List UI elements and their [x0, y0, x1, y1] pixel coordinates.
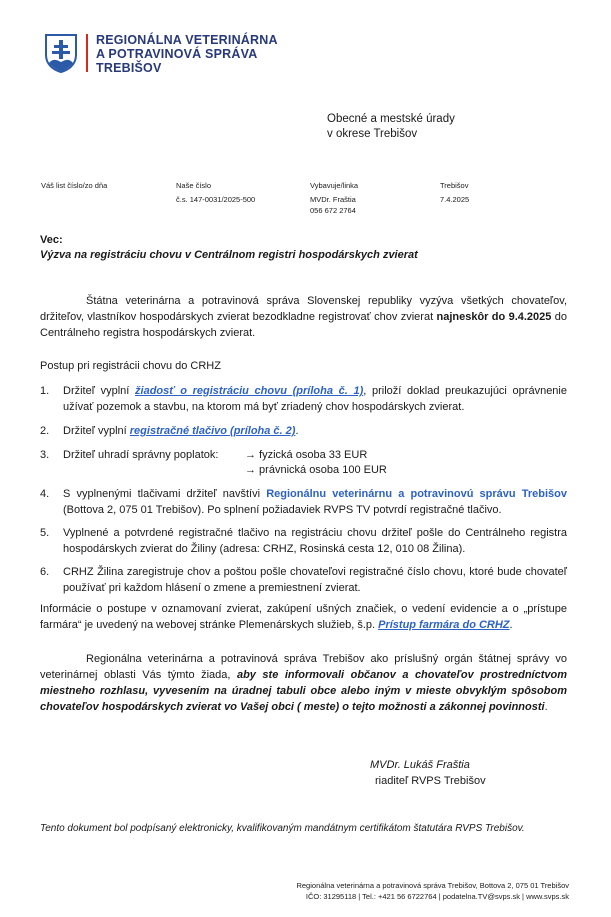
step-2-number: 2.: [40, 425, 50, 437]
step-4-text-a: S vyplnenými tlačivami držiteľ navštívi: [63, 488, 267, 500]
electronic-signature-note: Tento dokument bol podpísaný elektronicky, kvalifikovaným mandátnym certifikátom štatutára RVPS Trebišov.: [40, 823, 525, 834]
step-3-text: Držiteľ uhradí správny poplatok:: [63, 449, 219, 461]
info-text-b: .: [509, 619, 513, 631]
subject: Výzva na registráciu chovu v Centrálnom registri hospodárskych zvierat: [40, 249, 418, 261]
our-number-label: Naše číslo: [176, 181, 212, 190]
request-text-b: .: [544, 701, 548, 713]
org-name-line3: TREBIŠOV: [96, 61, 162, 75]
procedure-title: Postup pri registrácii chovu do CRHZ: [40, 360, 221, 372]
recipient-line1: Obecné a mestské úrady: [327, 113, 455, 125]
date-value: 7.4.2025: [440, 195, 470, 204]
org-name: [96, 33, 278, 75]
place-label: Trebišov: [440, 181, 469, 190]
step-1-text-a: Držiteľ vyplní: [63, 385, 136, 397]
application-form-link[interactable]: žiadosť o registráciu chovu (príloha č. 1): [135, 385, 364, 397]
step-5-text: Vyplnené a potvrdené registračné tlačivo na registráciu chovu držiteľ pošle do Centrálneho registra hospodárskych zvierat do Žiliny (adresa: CRHZ, Rosinská cesta 12, 010 08 Žilina).: [63, 527, 567, 555]
coat-of-arms-icon: [44, 33, 78, 73]
handled-by-phone: 056 672 2764: [310, 206, 356, 215]
request-paragraph: [40, 651, 567, 715]
step-1-text: [63, 383, 567, 415]
handled-by: [310, 180, 358, 216]
step-1-text-b: , priloží doklad preukazujúci oprávnenie užívať pozemok a stavbu, na ktorom má byť zriadený chov hospodárskych zvierat.: [63, 385, 567, 413]
place-date: [440, 180, 469, 205]
step-4-text-b: (Bottova 2, 075 01 Trebišov). Po splnení požiadaviek RVPS TV potvrdí registračné tlačivo.: [63, 504, 502, 516]
rvps-name: Regionálnu veterinárnu a potravinovú správu Trebišov: [266, 488, 567, 500]
step-6-number: 6.: [40, 566, 50, 578]
fee-natural-person: → fyzická osoba 33 EUR: [245, 449, 368, 461]
handled-by-name: MVDr. Fraštia: [310, 195, 356, 204]
intro-deadline: najneskôr do 9.4.2025: [436, 311, 552, 323]
step-2-text-a: Držiteľ vyplní: [63, 425, 130, 437]
intro-text-2: do Centrálneho registra hospodárskych zvierat.: [40, 311, 567, 339]
signature-name: MVDr. Lukáš Fraštia: [370, 759, 470, 771]
step-3-number: 3.: [40, 449, 50, 461]
footer-contacts: IČO: 31295118 | Tel.: +421 56 6722764 | podatelna.TV@svps.sk | www.svps.sk: [305, 892, 569, 901]
org-name-line1: REGIONÁLNA VETERINÁRNA: [96, 33, 278, 47]
step-5-number: 5.: [40, 527, 50, 539]
info-paragraph: [40, 601, 567, 633]
request-emphasis: aby ste informovali občanov a chovateľov prostredníctvom miestneho rozhlasu, vyvesením na úradnej tabuli obce alebo iným v mieste obvyklým spôsobom chovateľov hospodárskych zvierat vo Vašej obci ( meste) o tejto možnosti a zákonnej povinnosti: [40, 669, 567, 713]
footer: [296, 880, 569, 902]
step-4-number: 4.: [40, 488, 50, 500]
our-number-value: č.s. 147-0031/2025-500: [176, 195, 256, 204]
fee-legal-person: → právnická osoba 100 EUR: [245, 464, 387, 476]
intro-paragraph: [40, 293, 567, 341]
step-6-text: CRHZ Žilina zaregistruje chov a poštou pošle chovateľovi registračné číslo chovu, ktoré bude chovateľ používať pri každom hlásení o zmene a premiestnení zvierat.: [63, 566, 567, 594]
our-number: [176, 180, 255, 205]
vec-label: Vec:: [40, 234, 63, 246]
step-2-text: [63, 423, 567, 439]
your-letter-label: Váš list číslo/zo dňa: [41, 181, 108, 190]
farmer-access-link[interactable]: Prístup farmára do CRHZ: [378, 619, 510, 631]
step-4-text: [63, 486, 567, 518]
recipient-line2: v okrese Trebišov: [327, 128, 418, 140]
registration-form-link[interactable]: registračné tlačivo (príloha č. 2): [129, 425, 296, 437]
org-name-line2: A POTRAVINOVÁ SPRÁVA: [96, 47, 258, 61]
step-1-number: 1.: [40, 385, 50, 397]
intro-text-1: Štátna veterinárna a potravinová správa Slovenskej republiky vyzýva všetkých chovateľov, držiteľov, vlastníkov hospodárskych zvierat bezodkladne registrovať chov zvierat: [40, 295, 567, 323]
logo-red-bar: [86, 34, 88, 72]
request-text-a: Regionálna veterinárna a potravinová správa Trebišov ako príslušný orgán štátnej správy vo veterinárnej oblasti Vás týmto žiada,: [40, 653, 567, 681]
step-2-text-b: .: [295, 425, 299, 437]
recipient-address: [327, 112, 455, 142]
signature-title: riaditeľ RVPS Trebišov: [375, 775, 486, 787]
handled-by-label: Vybavuje/linka: [310, 181, 359, 190]
info-text-a: Informácie o postupe v oznamovaní zvierat, zakúpení ušných značiek, o vedení evidencie a o „prístupe farmára“ je uvedený na webovej stránke Plemenárskych služieb, š.p.: [40, 603, 567, 631]
footer-address: Regionálna veterinárna a potravinová správa Trebišov, Bottova 2, 075 01 Trebišov: [296, 881, 569, 890]
